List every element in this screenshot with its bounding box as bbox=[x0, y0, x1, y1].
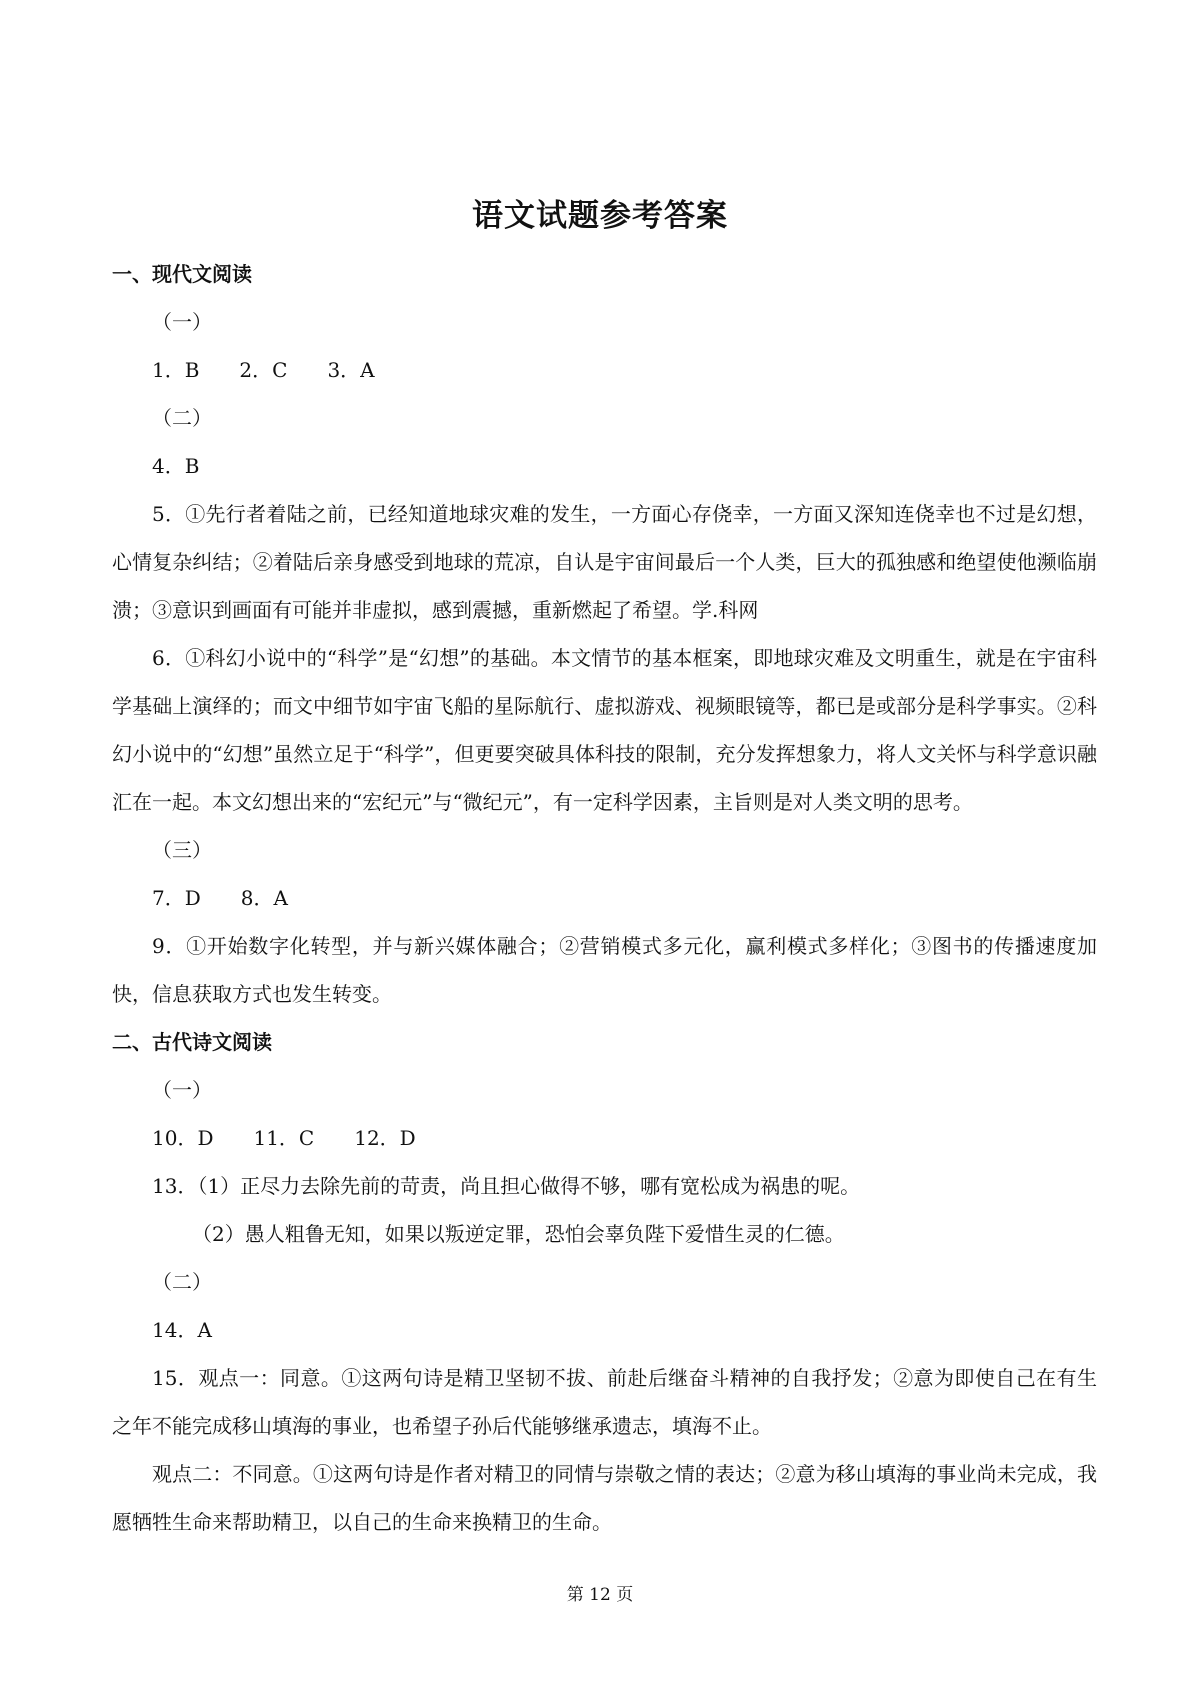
answer-paragraph-q13-1: 13．（1）正尽力去除先前的苛责，尚且担心做得不够，哪有宽松成为祸患的呢。 bbox=[152, 1174, 861, 1198]
page-title: 语文试题参考答案 bbox=[472, 198, 728, 234]
part-label: （一） bbox=[152, 310, 212, 334]
answer-paragraph-q15-view1: 15．观点一：同意。①这两句诗是精卫坚韧不拔、前赴后继奋斗精神的自我抒发；②意为即使自己在有生之年不能完成移山填海的事业，也希望子孙后代能够继承遗志，填海不止。 bbox=[112, 1366, 1097, 1438]
choice-answers: 4．B bbox=[152, 454, 200, 478]
page-number: 第 12 页 bbox=[566, 1585, 634, 1605]
answer-content bbox=[112, 250, 1097, 1546]
part-label: （二） bbox=[152, 1270, 212, 1294]
answer-paragraph-q6: 6．①科幻小说中的“科学”是“幻想”的基础。本文情节的基本框案，即地球灾难及文明重生，就是在宇宙科学基础上演绎的；而文中细节如宇宙飞船的星际航行、虚拟游戏、视频眼镜等，都已是或部分是科学事实。②科幻小说中的“幻想”虽然立足于“科学”，但更要突破具体科技的限制，充分发挥想象力，将人文关怀与科学意识融汇在一起。本文幻想出来的“宏纪元”与“微纪元”，有一定科学因素，主旨则是对人类文明的思考。 bbox=[112, 646, 1097, 814]
choice-answers: 10．D 11．C 12．D bbox=[152, 1126, 416, 1150]
answer-paragraph-q13-2: （2）愚人粗鲁无知，如果以叛逆定罪，恐怕会辜负陛下爱惜生灵的仁德。 bbox=[192, 1222, 845, 1246]
part-label: （三） bbox=[152, 838, 212, 862]
part-label: （一） bbox=[152, 1078, 212, 1102]
part-label: （二） bbox=[152, 406, 212, 430]
answer-paragraph-q15-view2: 观点二：不同意。①这两句诗是作者对精卫的同情与崇敬之情的表达；②意为移山填海的事业尚未完成，我愿牺牲生命来帮助精卫，以自己的生命来换精卫的生命。 bbox=[112, 1462, 1097, 1534]
answer-paragraph-q5: 5．①先行者着陆之前，已经知道地球灾难的发生，一方面心存侥幸，一方面又深知连侥幸也不过是幻想，心情复杂纠结；②着陆后亲身感受到地球的荒凉，自认是宇宙间最后一个人类，巨大的孤独感和绝望使他濒临崩溃；③意识到画面有可能并非虚拟，感到震撼，重新燃起了希望。学.科网 bbox=[112, 502, 1097, 622]
answer-paragraph-q9: 9．①开始数字化转型，并与新兴媒体融合；②营销模式多元化，赢利模式多样化；③图书的传播速度加快，信息获取方式也发生转变。 bbox=[112, 934, 1097, 1006]
choice-answers: 1．B 2．C 3．A bbox=[152, 358, 375, 382]
section-heading-modern-reading: 一、现代文阅读 bbox=[112, 262, 252, 286]
choice-answers: 7．D 8．A bbox=[152, 886, 288, 910]
choice-answers: 14．A bbox=[152, 1318, 212, 1342]
section-heading-classical-reading: 二、古代诗文阅读 bbox=[112, 1030, 272, 1054]
